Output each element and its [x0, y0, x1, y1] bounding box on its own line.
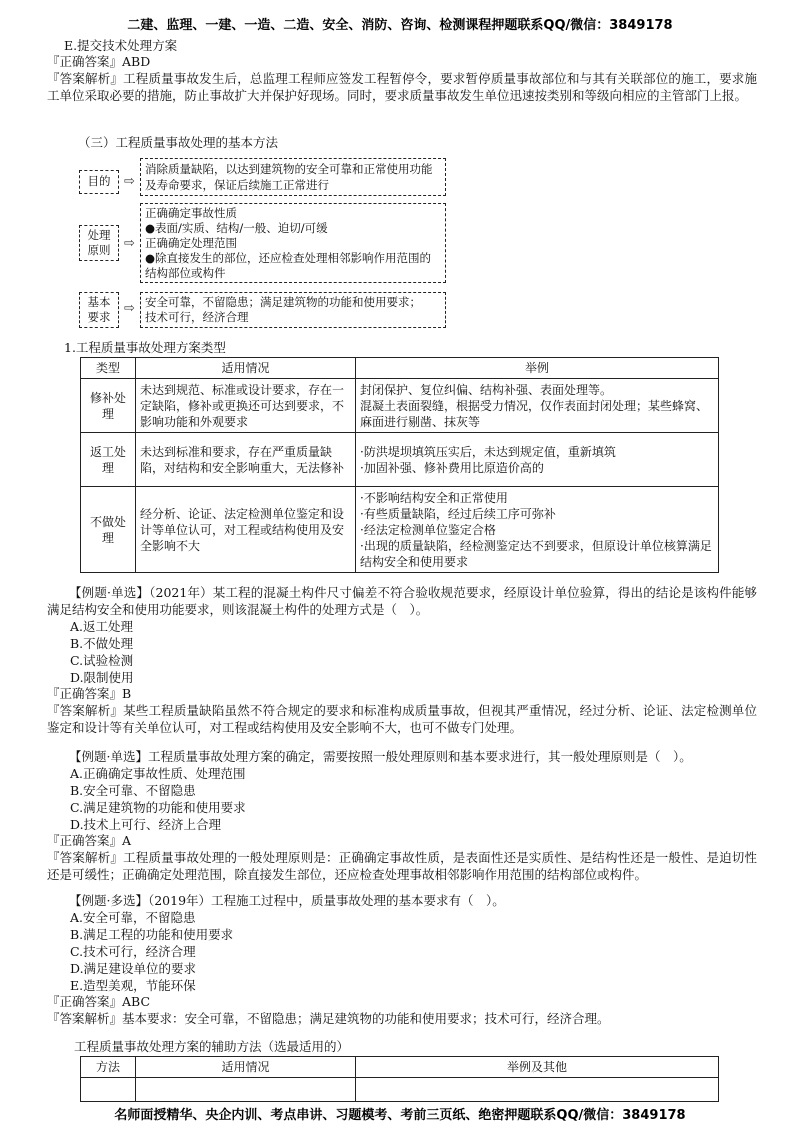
question-stem: 【例题·单选】工程质量事故处理方案的确定，需要按照一般处理原则和基本要求进行，其一般处理原则是（ ）。: [69, 749, 692, 764]
answer-label: 『正确答案』B: [47, 686, 132, 701]
arrow-icon: ⇨: [124, 301, 135, 316]
option-e: E.提交技术处理方案: [64, 38, 178, 53]
condition-cell: 未达到规范、标准或设计要求，存在一定缺陷，修补或更换还可达到要求，不影响功能和外观要求: [136, 379, 356, 433]
option-item: B.满足工程的功能和使用要求: [70, 927, 234, 942]
option-item: A.返工处理: [70, 619, 134, 634]
table-header-cell: 方法: [81, 1057, 136, 1078]
table1-title: 1.工程质量事故处理方案类型: [64, 340, 226, 355]
table-header-row: [81, 1057, 719, 1078]
option-item: D.限制使用: [70, 670, 134, 685]
condition-cell: 经分析、论证、法定检测单位鉴定和设计等单位认可，对工程或结构使用及安全影响不大: [136, 487, 356, 573]
table-header-cell: 适用情况: [136, 358, 356, 379]
option-item: A.正确确定事故性质、处理范围: [70, 766, 246, 781]
table-row: [81, 433, 719, 487]
purpose-text: 消除质量缺陷，以达到建筑物的安全可靠和正常使用功能及寿命要求，保证后续施工正常进行: [140, 158, 446, 196]
option-item: D.满足建设单位的要求: [70, 961, 197, 976]
arrow-icon: ⇨: [124, 236, 135, 251]
principle-text: 正确确定事故性质 ●表面/实质、结构/一般、迫切/可缓 正确确定处理范围 ●除直接发生的部位，还应检查处理相邻影响作用范围的结构部位或构件: [140, 203, 446, 283]
arrow-icon: ⇨: [124, 174, 135, 189]
condition-cell: 未达到标准和要求，存在严重质量缺陷，对结构和安全影响重大，无法修补: [136, 433, 356, 487]
page-header: 二建、监理、一建、一造、二造、安全、消防、咨询、检测课程押题联系QQ/微信：3849178: [127, 18, 673, 33]
example-cell: ·防洪堤坝填筑压实后，未达到规定值，重新填筑 ·加固补强、修补费用比原造价高的: [356, 433, 719, 487]
question-stem: 【例题·多选】（2019年）工程施工过程中，质量事故处理的基本要求有（ ）。: [69, 893, 505, 908]
type-cell: 返工处理: [81, 433, 136, 487]
option-item: B.安全可靠、不留隐患: [70, 783, 196, 798]
type-cell: 修补处理: [81, 379, 136, 433]
answer-analysis: 『答案解析』工程质量事故处理的一般处理原则是：正确确定事故性质，是表面性还是实质性、是结构性还是一般性、是迫切性还是可缓性；正确确定处理范围，除直接发生部位，还应检查处理事故相邻影响作用范围的结构部位或构件。: [47, 850, 757, 882]
table-row: [81, 1078, 719, 1102]
table-row: [81, 487, 719, 573]
option-item: C.试验检测: [70, 653, 134, 668]
example-cell: ·不影响结构安全和正常使用 ·有些质量缺陷，经过后续工序可弥补 ·经法定检测单位鉴定合格 ·出现的质量缺陷，经检测鉴定达不到要求，但原设计单位核算满足结构安全和使用要求: [356, 487, 719, 573]
table-header-cell: 类型: [81, 358, 136, 379]
table-header-cell: 举例及其他: [356, 1057, 719, 1078]
table-header-cell: 举例: [356, 358, 719, 379]
option-item: B.不做处理: [70, 636, 134, 651]
example-cell: 封闭保护、复位纠偏、结构补强、表面处理等。 混凝土表面裂缝，根据受力情况，仅作表面封闭处理；某些蜂窝、麻面进行剔凿、抹灰等: [356, 379, 719, 433]
option-item: E.造型美观，节能环保: [70, 978, 196, 993]
option-item: C.技术可行，经济合理: [70, 944, 196, 959]
table-header-cell: 适用情况: [136, 1057, 356, 1078]
answer-analysis: 『答案解析』某些工程质量缺陷虽然不符合规定的要求和标准构成质量事故，但视其严重情况，经过分析、论证、法定检测单位鉴定和设计等有关单位认可，对工程或结构使用及安全影响不大，也可不做专门处理。: [47, 703, 757, 735]
table-row: [81, 379, 719, 433]
table2-title: 工程质量事故处理方案的辅助方法（选最适用的）: [74, 1039, 350, 1054]
purpose-label: 目的: [79, 170, 119, 194]
requirement-text: 安全可靠，不留隐患；满足建筑物的功能和使用要求； 技术可行，经济合理: [140, 292, 446, 328]
type-cell: 不做处理: [81, 487, 136, 573]
option-item: D.技术上可行、经济上合理: [70, 817, 222, 832]
question-stem: 【例题·单选】（2021年）某工程的混凝土构件尺寸偏差不符合验收规范要求，经原设计单位验算，得出的结论是该构件能够满足结构安全和使用功能要求，则该混凝土构件的处理方式是（ ）。: [47, 585, 757, 617]
answer-label: 『正确答案』ABC: [47, 994, 151, 1009]
page-footer: 名师面授精华、央企内训、考点串讲、习题模考、考前三页纸、绝密押题联系QQ/微信：3849178: [114, 1108, 686, 1123]
answer-analysis: 『答案解析』基本要求：安全可靠，不留隐患；满足建筑物的功能和使用要求；技术可行，经济合理。: [47, 1011, 610, 1026]
requirement-label: 基本 要求: [79, 292, 119, 328]
answer-label: 『正确答案』A: [47, 833, 132, 848]
principle-label: 处理 原则: [79, 225, 119, 261]
treatment-type-table: [80, 357, 719, 573]
option-item: C.满足建筑物的功能和使用要求: [70, 800, 246, 815]
option-item: A.安全可靠，不留隐患: [70, 910, 196, 925]
table-header-row: [81, 358, 719, 379]
answer-label: 『正确答案』ABD: [47, 54, 151, 69]
section-title: （三）工程质量事故处理的基本方法: [78, 135, 279, 150]
answer-analysis: 『答案解析』工程质量事故发生后，总监理工程师应签发工程暂停令，要求暂停质量事故部位和与其有关联部位的施工，要求施工单位采取必要的措施，防止事故扩大并保护好现场。同时，要求质量事故发生单位迅速按类别和等级向相应的主管部门上报。: [47, 71, 757, 103]
auxiliary-method-table: [80, 1056, 719, 1102]
